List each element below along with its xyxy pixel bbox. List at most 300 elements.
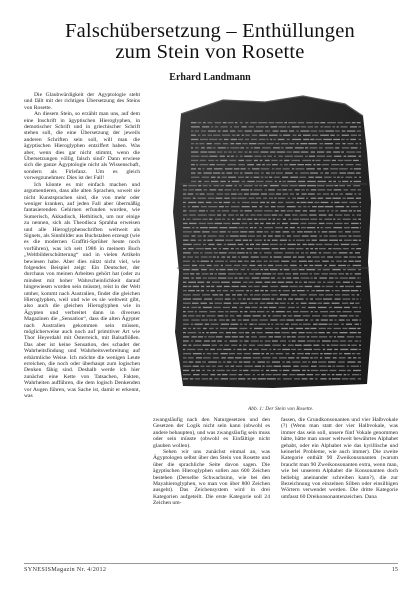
inscription-glyph [334,307,342,308]
inscription-glyph [251,261,255,262]
inscription-glyph [350,202,358,203]
inscription-glyph [333,252,337,253]
inscription-glyph [338,231,342,232]
inscription-glyph [232,370,238,371]
inscription-glyph [204,181,209,182]
inscription-glyph [262,248,270,249]
inscription-glyph [306,168,314,169]
inscription-glyph [323,139,332,140]
inscription-glyph [228,151,232,152]
inscription-glyph [230,378,237,379]
inscription-glyph [275,181,277,182]
inscription-glyph [255,303,258,304]
inscription-glyph [327,349,332,350]
inscription-glyph [287,319,295,320]
inscription-glyph [360,206,361,207]
inscription-glyph [239,227,245,228]
inscription-glyph [280,269,283,270]
inscription-glyph [263,156,266,157]
inscription-glyph [192,265,197,266]
inscription-glyph [270,269,278,270]
inscription-glyph [310,235,317,236]
inscription-glyph [207,315,216,316]
inscription-glyph [303,210,307,211]
rosetta-stone-image [153,92,398,401]
inscription-glyph [250,290,253,291]
inscription-glyph [214,252,218,253]
inscription-glyph [202,168,204,169]
inscription-glyph [297,143,299,144]
inscription-glyph [210,164,215,165]
inscription-glyph [246,252,248,253]
inscription-glyph [310,357,313,358]
inscription-glyph [232,332,236,333]
inscription-glyph [188,286,191,287]
inscription-glyph [353,160,359,161]
inscription-glyph [253,151,259,152]
inscription-glyph [218,361,221,362]
inscription-glyph [218,366,223,367]
inscription-glyph [202,294,210,295]
inscription-glyph [295,210,301,211]
inscription-glyph [288,315,292,316]
inscription-glyph [198,185,201,186]
inscription-glyph [240,235,247,236]
inscription-glyph [200,252,202,253]
inscription-glyph [205,324,209,325]
inscription-glyph [319,223,325,224]
inscription-glyph [324,126,330,127]
inscription-glyph [183,273,189,274]
inscription-glyph [213,256,216,257]
inscription-glyph [270,290,277,291]
inscription-glyph [192,235,196,236]
inscription-glyph [230,311,238,312]
inscription-glyph [297,164,304,165]
footer-rule [24,563,398,564]
inscription-glyph [324,353,332,354]
inscription-glyph [237,135,240,136]
inscription-glyph [297,374,305,375]
inscription-glyph [245,227,248,228]
inscription-glyph [282,374,287,375]
inscription-glyph [352,319,358,320]
inscription-glyph [276,193,281,194]
inscription-glyph [214,319,217,320]
inscription-glyph [284,265,288,266]
inscription-glyph [214,378,219,379]
inscription-glyph [188,357,194,358]
inscription-glyph [277,277,280,278]
inscription-glyph [183,202,186,203]
inscription-glyph [276,122,283,123]
inscription-glyph [319,240,327,241]
inscription-glyph [234,265,241,266]
inscription-glyph [300,311,309,312]
inscription-glyph [332,374,335,375]
inscription-glyph [232,223,240,224]
inscription-glyph [183,298,191,299]
inscription-glyph [191,143,194,144]
inscription-glyph [345,231,351,232]
inscription-glyph [341,151,344,152]
inscription-glyph [267,378,276,379]
inscription-glyph [344,256,348,257]
inscription-glyph [214,202,218,203]
inscription-glyph [296,193,299,194]
inscription-glyph [316,290,324,291]
inscription-glyph [307,374,314,375]
inscription-glyph [191,324,194,325]
inscription-glyph [279,181,281,182]
inscription-glyph [209,256,212,257]
inscription-glyph [298,336,306,337]
inscription-glyph [317,269,321,270]
inscription-glyph [236,366,242,367]
inscription-glyph [271,126,278,127]
inscription-glyph [225,298,231,299]
inscription-glyph [257,332,263,333]
inscription-glyph [293,235,300,236]
inscription-glyph [219,319,225,320]
inscription-glyph [210,273,213,274]
inscription-glyph [313,164,315,165]
inscription-glyph [311,290,315,291]
inscription-glyph [331,172,337,173]
inscription-glyph [216,328,219,329]
inscription-glyph [263,315,266,316]
inscription-glyph [209,269,214,270]
inscription-glyph [288,298,293,299]
inscription-glyph [183,223,188,224]
inscription-glyph [265,282,271,283]
inscription-glyph [261,172,264,173]
inscription-glyph [352,231,360,232]
inscription-glyph [322,345,325,346]
inscription-glyph [350,378,356,379]
inscription-glyph [298,349,302,350]
inscription-glyph [279,290,281,291]
inscription-glyph [266,164,271,165]
inscription-glyph [254,172,259,173]
inscription-glyph [357,214,361,215]
inscription-glyph [281,261,289,262]
inscription-glyph [219,345,222,346]
inscription-glyph [198,307,201,308]
inscription-glyph [238,261,242,262]
inscription-glyph [273,273,276,274]
inscription-glyph [312,361,317,362]
inscription-glyph [227,219,230,220]
inscription-glyph [335,206,344,207]
inscription-glyph [357,122,361,123]
inscription-glyph [280,164,282,165]
inscription-glyph [319,366,327,367]
inscription-glyph [343,298,351,299]
inscription-glyph [206,332,209,333]
inscription-glyph [313,345,319,346]
inscription-glyph [334,156,341,157]
inscription-glyph [280,303,286,304]
inscription-glyph [333,248,342,249]
inscription-glyph [224,198,229,199]
inscription-glyph [358,189,362,190]
inscription-glyph [199,311,207,312]
inscription-glyph [254,156,261,157]
inscription-glyph [350,168,353,169]
inscription-glyph [203,185,208,186]
inscription-glyph [297,231,303,232]
inscription-glyph [219,252,227,253]
inscription-glyph [225,240,233,241]
inscription-glyph [283,231,290,232]
inscription-glyph [264,227,273,228]
inscription-glyph [223,143,228,144]
inscription-glyph [357,256,361,257]
inscription-glyph [208,244,214,245]
inscription-glyph [320,143,324,144]
inscription-glyph [291,349,296,350]
inscription-glyph [258,143,265,144]
inscription-glyph [353,235,361,236]
inscription-glyph [230,261,237,262]
inscription-glyph [201,130,206,131]
inscription-glyph [191,135,196,136]
inscription-glyph [228,214,234,215]
inscription-glyph [319,332,325,333]
inscription-glyph [302,361,307,362]
inscription-glyph [189,210,197,211]
inscription-glyph [260,319,268,320]
inscription-glyph [188,206,190,207]
inscription-glyph [302,193,307,194]
inscription-glyph [256,244,260,245]
inscription-glyph [329,214,333,215]
inscription-glyph [217,177,220,178]
inscription-glyph [260,290,263,291]
inscription-glyph [360,340,361,341]
inscription-glyph [231,139,237,140]
inscription-glyph [304,265,307,266]
inscription-glyph [193,294,200,295]
inscription-glyph [340,332,348,333]
inscription-glyph [252,135,257,136]
inscription-glyph [217,193,224,194]
inscription-glyph [231,345,237,346]
inscription-glyph [262,147,271,148]
inscription-glyph [217,374,221,375]
inscription-glyph [292,370,300,371]
inscription-glyph [245,307,250,308]
inscription-glyph [261,168,270,169]
inscription-glyph [321,202,329,203]
inscription-glyph [351,366,359,367]
inscription-glyph [329,231,337,232]
inscription-glyph [244,210,252,211]
inscription-glyph [327,282,334,283]
inscription-glyph [355,303,359,304]
inscription-glyph [218,189,223,190]
inscription-glyph [213,370,215,371]
inscription-glyph [305,353,310,354]
inscription-glyph [321,319,328,320]
inscription-glyph [332,198,341,199]
inscription-glyph [271,298,274,299]
inscription-glyph [360,324,361,325]
inscription-glyph [301,202,307,203]
inscription-glyph [343,248,349,249]
inscription-glyph [266,202,269,203]
inscription-glyph [191,126,200,127]
inscription-glyph [286,282,293,283]
inscription-glyph [201,374,208,375]
inscription-glyph [200,193,205,194]
inscription-glyph [237,219,241,220]
inscription-glyph [297,202,300,203]
inscription-glyph [193,328,195,329]
inscription-glyph [341,244,350,245]
inscription-glyph [219,206,224,207]
inscription-glyph [346,151,355,152]
inscription-glyph [350,332,357,333]
inscription-glyph [343,269,346,270]
inscription-glyph [242,219,246,220]
inscription-glyph [287,235,291,236]
inscription-glyph [333,357,337,358]
inscription-glyph [272,168,275,169]
inscription-glyph [283,315,287,316]
inscription-glyph [213,147,216,148]
inscription-glyph [215,261,224,262]
inscription-glyph [319,219,322,220]
inscription-glyph [360,143,361,144]
inscription-glyph [346,324,352,325]
inscription-glyph [329,181,332,182]
inscription-glyph [281,147,284,148]
inscription-glyph [357,210,361,211]
inscription-glyph [295,172,298,173]
inscription-glyph [344,240,352,241]
inscription-glyph [353,219,357,220]
inscription-glyph [258,265,262,266]
inscription-glyph [342,303,348,304]
inscription-glyph [335,185,339,186]
inscription-glyph [243,370,248,371]
inscription-glyph [310,378,314,379]
inscription-glyph [238,244,244,245]
inscription-glyph [278,198,286,199]
inscription-glyph [300,273,308,274]
inscription-glyph [308,206,311,207]
inscription-glyph [183,315,187,316]
inscription-glyph [257,311,264,312]
inscription-glyph [189,189,194,190]
inscription-glyph [231,198,236,199]
inscription-glyph [243,282,247,283]
inscription-glyph [351,290,359,291]
inscription-glyph [356,286,361,287]
inscription-glyph [340,315,348,316]
inscription-glyph [280,240,287,241]
inscription-glyph [310,219,317,220]
inscription-glyph [217,290,221,291]
inscription-glyph [288,357,294,358]
inscription-glyph [346,139,348,140]
inscription-glyph [345,286,354,287]
inscription-glyph [191,168,196,169]
inscription-glyph [265,345,271,346]
inscription-glyph [210,189,217,190]
inscription-glyph [312,240,317,241]
inscription-glyph [304,349,312,350]
inscription-glyph [359,202,361,203]
inscription-glyph [255,324,257,325]
inscription-glyph [275,332,281,333]
inscription-glyph [273,139,276,140]
inscription-glyph [315,311,318,312]
inscription-glyph [254,328,262,329]
inscription-glyph [219,235,225,236]
inscription-glyph [251,139,257,140]
inscription-glyph [249,349,252,350]
inscription-glyph [183,256,186,257]
inscription-glyph [224,286,230,287]
inscription-glyph [239,332,245,333]
inscription-glyph [346,319,350,320]
inscription-glyph [326,286,334,287]
inscription-glyph [269,193,275,194]
inscription-glyph [296,303,299,304]
inscription-glyph [318,303,323,304]
inscription-glyph [222,256,226,257]
paragraph: Ich könnte es mir einfach machen und argumentieren, dass alle alten Sprachen, soweit sie nicht Kunstsprachen sind, die von mehr oder weniger kranken, auf jeden Fall aber übermäßig fantasierenden Gehirnen erfunden wurden, wie Sumerisch, Akkadisch, Hethitisch, um nur einige zu nennen, sich als Theodisca Sprahha erweisen und alle Hieroglyphenschriften weltweit als Signets, als Sinnbilder aus Buchstaben erzeugt (wie es die modernen Graffiti-Sprüher heute noch vorführen), was ich seit 1986 in meinem Buch „Weltbilderschütterung“ und in vielen Artikeln bewiesen habe. Aber dies nützt nicht viel, wie folgendes Beispiel zeigt: Ein Deutscher, der durchaus von meinen Arbeiten gehört hat (oder zu mindest mit hoher Wahrscheinlichkeit darauf hingewiesen worden sein müsste), reist in der Welt umher, kommt nach Australien, findet die gleichen Hieroglyphen, weil und wie es sie weltweit gibt, also auch die gleichen Hieroglyphen wie in Ägypten und verbreitet dann in diversen Magazinen die „Sensation“, dass die alten Ägypter nach Australien gekommen sein müssen, möglicherweise auch noch auf primitiver Art wie Thor Heyerdahl mit Österreich, mit Balsaflößen. Das aber ist keine Sensation, des schadet der Wahrheitsfindung und Wahrheitsverbreitung auf erbärmliche Weise. Ich möchte die wenigen Leute erreichen, die noch oder überhaupt zum logischen Denken fähig sind. Deshalb werde ich hier zunächst eine Kette von Tatsachen, Fakten, Wahrheiten aufführen, die dem logisch Denkenden vor Augen führen, was Sache ist, damit er erkennt, was [24,181,140,400]
inscription-glyph [253,315,261,316]
inscription-glyph [260,303,265,304]
inscription-glyph [323,298,332,299]
inscription-glyph [359,307,361,308]
inscription-glyph [359,240,361,241]
inscription-glyph [271,172,275,173]
inscription-glyph [274,256,282,257]
inscription-glyph [212,282,220,283]
inscription-glyph [312,160,314,161]
inscription-glyph [292,340,296,341]
inscription-glyph [310,139,314,140]
inscription-glyph [268,324,270,325]
inscription-glyph [335,286,337,287]
inscription-glyph [188,315,194,316]
inscription-glyph [349,256,356,257]
inscription-glyph [356,164,361,165]
inscription-glyph [232,336,238,337]
inscription-glyph [342,294,350,295]
inscription-glyph [283,370,289,371]
inscription-glyph [293,219,299,220]
inscription-glyph [191,151,198,152]
inscription-glyph [234,168,240,169]
inscription-glyph [260,340,263,341]
inscription-glyph [183,269,190,270]
inscription-glyph [339,319,345,320]
inscription-glyph [360,227,361,228]
inscription-glyph [258,361,266,362]
inscription-glyph [295,147,304,148]
inscription-glyph [311,311,313,312]
inscription-glyph [303,324,311,325]
inscription-glyph [315,160,320,161]
inscription-glyph [204,298,212,299]
inscription-glyph [359,349,361,350]
